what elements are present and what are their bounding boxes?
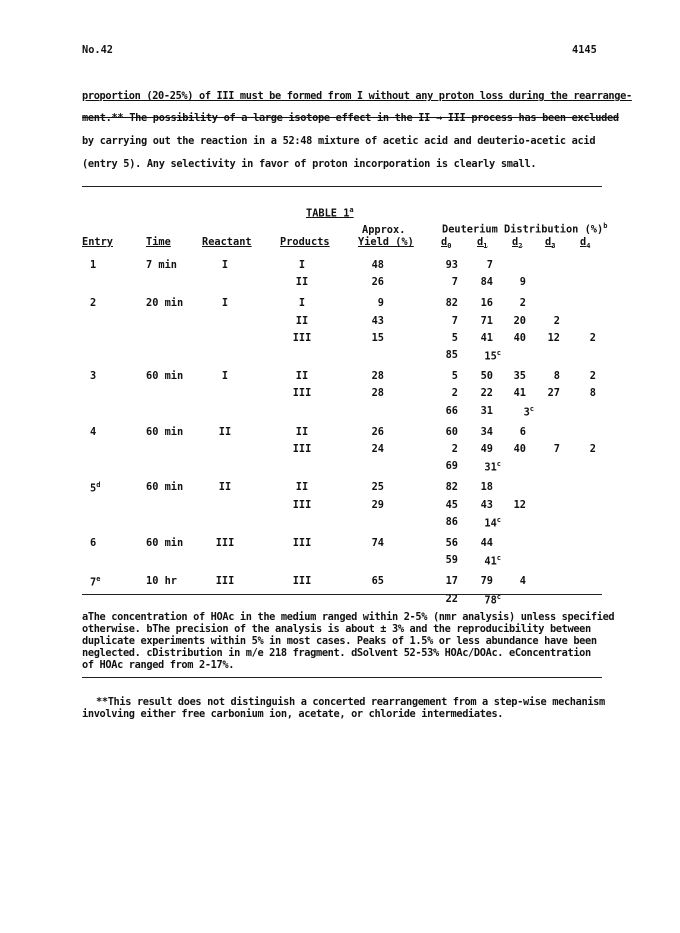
footnote-line-1: **This result does not distinguish a concerted rearrangement from a step-wise mechanism — [96, 696, 605, 708]
cell-d0: 45 — [445, 498, 458, 511]
cell-entry: 2 — [90, 297, 97, 310]
cell-time: 60 min — [146, 370, 184, 383]
header-time: Time — [146, 236, 171, 248]
header-d2: $d_2$ — [512, 236, 523, 251]
cell-d0: 82 — [445, 481, 458, 494]
header-products: Products — [280, 236, 330, 248]
cell-d2: 6 — [519, 425, 526, 438]
cell-product: II — [295, 481, 309, 494]
intro-line-4: (entry 5). Any selectivity in favor of proton incorporation is clearly small. — [82, 158, 537, 170]
table-title: TABLE 1$^a$ — [306, 206, 354, 220]
cell-d1: 16 — [480, 297, 493, 310]
cell-yield: 26 — [371, 425, 384, 438]
cell-d2: 35 — [513, 370, 526, 383]
cell-yield: 9 — [377, 297, 384, 310]
cell-time: 60 min — [146, 481, 184, 494]
cell-d1: 31 — [480, 404, 493, 417]
cell-product: I — [298, 297, 306, 310]
cell-entry: 6 — [90, 537, 97, 549]
cell-d2: 40 — [513, 443, 526, 455]
cell-d4: 8 — [589, 387, 596, 400]
cell-yield: 25 — [371, 481, 384, 494]
cell-d3: 8 — [553, 370, 560, 383]
cell-product: III — [292, 443, 312, 455]
header-deuterium: Deuterium Distribution (%)$^b$ — [442, 222, 608, 236]
cell-d4: 2 — [589, 331, 596, 344]
cell-d0: 2 — [451, 443, 458, 455]
cell-d2: 2 — [519, 297, 526, 310]
cell-d0: 5 — [451, 370, 458, 383]
cell-d0: 66 — [445, 404, 458, 417]
cell-d0: 2 — [451, 387, 458, 400]
cell-entry: 5$^d$ — [90, 481, 101, 495]
page-number: 4145 — [572, 44, 597, 56]
cell-d1: 14$^c$ — [484, 515, 501, 530]
cell-product: II — [295, 314, 309, 327]
cell-yield: 24 — [371, 443, 384, 455]
cell-yield: 26 — [371, 276, 384, 289]
cell-d3: 12 — [547, 331, 560, 344]
cell-reactant: I — [221, 297, 229, 310]
footnote-line-2: involving either free carbonium ion, acetate, or chloride intermediates. — [82, 708, 504, 720]
cell-d1: 43 — [480, 498, 493, 511]
cell-yield: 28 — [371, 370, 384, 383]
cell-d3: 27 — [547, 387, 560, 400]
cell-d0: 69 — [445, 460, 458, 473]
cell-product: III — [292, 331, 312, 344]
rule-top — [82, 186, 602, 187]
cell-entry: 3 — [90, 370, 97, 383]
header-d4: $d_4$ — [580, 236, 591, 251]
cell-d0: 7 — [451, 314, 458, 327]
table-note-line-3: duplicate experiments within 5% in most cases. Peaks of 1.5% or less abundance have been — [82, 635, 597, 647]
cell-d2: 4 — [519, 575, 526, 588]
cell-d1: 79 — [480, 575, 493, 588]
cell-product: I — [298, 259, 306, 271]
table-note-line-2: otherwise. bThe precision of the analysis is about ± 3% and the reproducibility between — [82, 623, 591, 635]
header-entry: Entry — [82, 236, 113, 248]
cell-time: 10 hr — [146, 575, 177, 588]
cell-d4: 2 — [589, 370, 596, 383]
cell-d0: 86 — [445, 515, 458, 528]
cell-product: II — [295, 276, 309, 289]
cell-yield: 74 — [371, 537, 384, 549]
cell-reactant: II — [218, 481, 232, 494]
cell-d3: 7 — [553, 443, 560, 455]
cell-d1: 15$^c$ — [484, 349, 501, 363]
journal-issue: No.42 — [82, 44, 113, 56]
cell-time: 60 min — [146, 537, 184, 549]
cell-time: 60 min — [146, 425, 184, 438]
intro-line-2: ment.** The possibility of a large isotope effect in the II → III process has been excluded — [82, 112, 619, 124]
cell-d1: 49 — [480, 443, 493, 455]
cell-yield: 48 — [371, 259, 384, 271]
cell-d2: 9 — [519, 276, 526, 289]
cell-d1: 34 — [480, 425, 493, 438]
table-note-line-4: neglected. cDistribution in m/e 218 fragment. dSolvent 52-53% HOAc/DOAc. eConcentration — [82, 647, 591, 659]
cell-yield: 28 — [371, 387, 384, 400]
cell-time: 20 min — [146, 297, 184, 310]
header-d1: $d_1$ — [477, 236, 488, 251]
cell-reactant: III — [215, 575, 235, 588]
cell-entry: 1 — [90, 259, 97, 271]
intro-line-1: proportion (20-25%) of III must be formed from I without any proton loss during the rearrange- — [82, 90, 632, 102]
header-approx: Approx. — [362, 224, 406, 236]
cell-yield: 65 — [371, 575, 384, 588]
cell-reactant: I — [221, 370, 229, 383]
cell-d1: 78$^c$ — [484, 592, 501, 607]
cell-d1: 71 — [480, 314, 493, 327]
cell-d2: 40 — [513, 331, 526, 344]
cell-d4: 2 — [589, 443, 596, 455]
header-yield: Yield (%) — [358, 236, 414, 248]
cell-d1: 84 — [480, 276, 493, 289]
cell-d1: 18 — [480, 481, 493, 494]
cell-yield: 15 — [371, 331, 384, 344]
cell-entry: 7e — [90, 575, 101, 589]
cell-d0: 22 — [445, 592, 458, 605]
cell-product: III — [292, 387, 312, 400]
header-d3: $d_3$ — [545, 236, 556, 251]
cell-product: III — [292, 498, 312, 511]
cell-d0: 56 — [445, 537, 458, 549]
cell-reactant: III — [215, 537, 235, 549]
cell-product: II — [295, 425, 309, 438]
header-d0: $d_0$ — [441, 236, 452, 251]
cell-d0: 59 — [445, 554, 458, 567]
cell-d2: 3$^c$ — [523, 404, 534, 419]
cell-d1: 41 — [480, 331, 493, 344]
cell-d1: 7 — [486, 259, 493, 271]
cell-d0: 60 — [445, 425, 458, 438]
cell-product: II — [295, 370, 309, 383]
cell-d1: 22 — [480, 387, 493, 400]
cell-d1: 41$^c$ — [484, 554, 501, 568]
cell-d0: 7 — [451, 276, 458, 289]
rule-notes-bottom — [82, 677, 602, 678]
cell-d0: 85 — [445, 349, 458, 361]
rule-table-bottom — [82, 594, 602, 595]
cell-d1: 31$^c$ — [484, 460, 501, 474]
cell-d0: 5 — [451, 331, 458, 344]
cell-d2: 20 — [513, 314, 526, 327]
table-note-line-1: aThe concentration of HOAc in the medium ranged within 2-5% (nmr analysis) unless specified — [82, 611, 615, 623]
cell-d2: 12 — [513, 498, 526, 511]
cell-time: 7 min — [146, 259, 177, 271]
cell-yield: 43 — [371, 314, 384, 327]
cell-d2: 41 — [513, 387, 526, 400]
cell-d3: 2 — [553, 314, 560, 327]
cell-reactant: II — [218, 425, 232, 438]
cell-product: III — [292, 537, 312, 549]
cell-yield: 29 — [371, 498, 384, 511]
cell-reactant: I — [221, 259, 229, 271]
cell-d0: 93 — [445, 259, 458, 271]
cell-d1: 50 — [480, 370, 493, 383]
cell-d0: 82 — [445, 297, 458, 310]
table-note-line-5: of HOAc ranged from 2-17%. — [82, 659, 235, 671]
cell-d1: 44 — [480, 537, 493, 549]
cell-product: III — [292, 575, 312, 588]
cell-d0: 17 — [445, 575, 458, 588]
intro-line-3: by carrying out the reaction in a 52:48 mixture of acetic acid and deuterio-acetic acid — [82, 135, 596, 147]
header-reactant: Reactant — [202, 236, 252, 248]
cell-entry: 4 — [90, 425, 97, 438]
